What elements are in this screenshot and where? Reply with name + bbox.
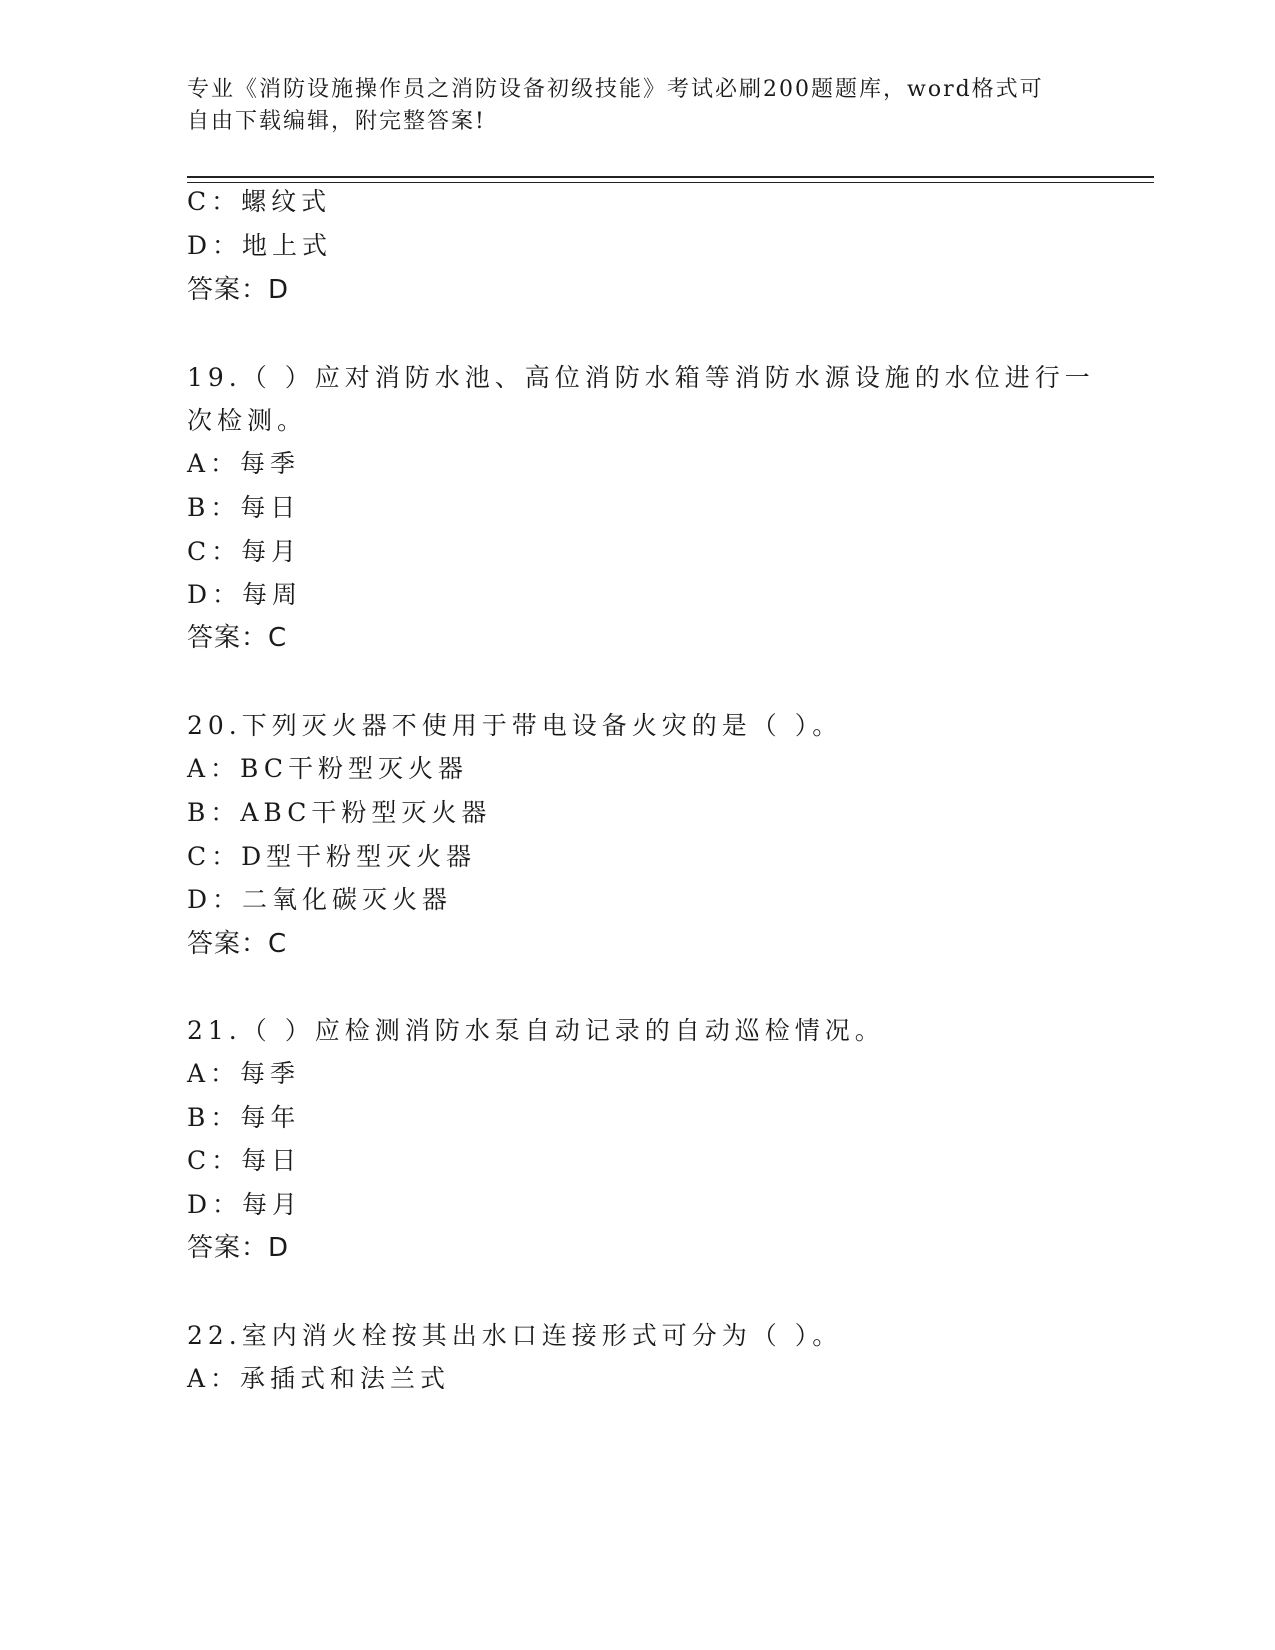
- q21-option-a: A：每季: [187, 1059, 301, 1088]
- q19-stem-line-2: 次检测。: [187, 406, 308, 435]
- q21-option-c: C：每日: [187, 1146, 302, 1175]
- q20-option-c: C：D型干粉型灭火器: [187, 842, 477, 871]
- q21-answer: 答案：D: [187, 1233, 290, 1263]
- q22-stem: 22.室内消火栓按其出水口连接形式可分为（ ）。: [187, 1321, 843, 1350]
- header-divider-thick: [187, 176, 1154, 178]
- header-line-2: 自由下载编辑，附完整答案!: [187, 109, 486, 134]
- q21-stem: 21.（ ）应检测消防水泵自动记录的自动巡检情况。: [187, 1016, 885, 1045]
- prev-option-c: C：螺纹式: [187, 187, 332, 216]
- document-header: [187, 74, 1067, 138]
- q21-option-d: D：每月: [187, 1190, 303, 1219]
- q20-option-b: B：ABC干粉型灭火器: [187, 798, 492, 827]
- header-divider-thin: [187, 182, 1154, 183]
- q19-stem-line-1: 19.（ ）应对消防水池、高位消防水箱等消防水源设施的水位进行一: [187, 363, 1095, 392]
- prev-answer: 答案：D: [187, 275, 290, 305]
- q19-option-a: A：每季: [187, 449, 301, 478]
- q21-option-b: B：每年: [187, 1103, 301, 1132]
- q20-option-d: D：二氧化碳灭火器: [187, 885, 453, 914]
- q19-option-b: B：每日: [187, 493, 301, 522]
- prev-option-d: D：地上式: [187, 231, 333, 260]
- q19-answer: 答案：C: [187, 623, 288, 653]
- header-line-1: 专业《消防设施操作员之消防设备初级技能》考试必刷200题题库，word格式可: [187, 77, 1044, 102]
- q19-option-c: C：每月: [187, 537, 302, 566]
- q20-option-a: A：BC干粉型灭火器: [187, 754, 469, 783]
- q20-stem: 20.下列灭火器不使用于带电设备火灾的是（ ）。: [187, 711, 843, 740]
- q20-answer: 答案：C: [187, 929, 288, 959]
- q22-option-a: A：承插式和法兰式: [187, 1364, 451, 1393]
- q19-option-d: D：每周: [187, 580, 303, 609]
